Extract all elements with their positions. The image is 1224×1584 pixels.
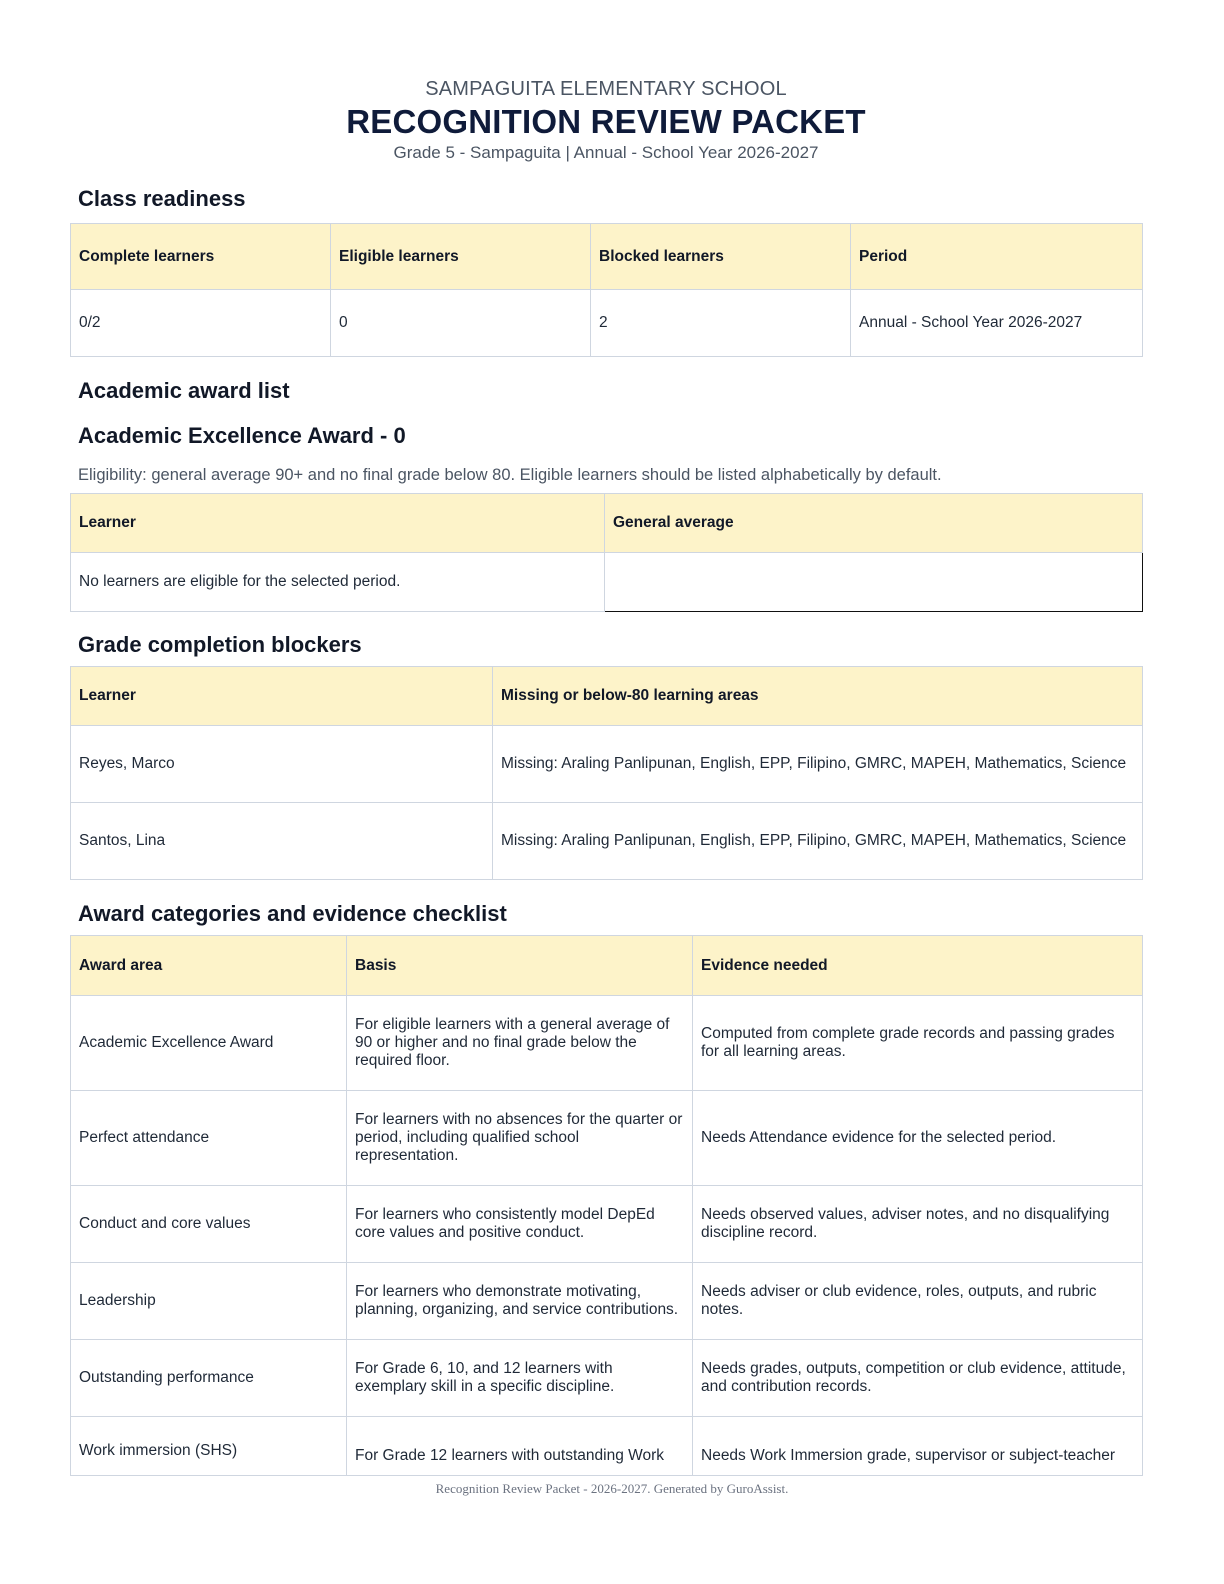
column-header: Complete learners bbox=[71, 224, 331, 290]
evidence-needed: Needs grades, outputs, competition or club evidence, attitude, and contribution records. bbox=[693, 1340, 1143, 1417]
evidence-needed: Needs adviser or club evidence, roles, outputs, and rubric notes. bbox=[693, 1263, 1143, 1340]
award-basis: For learners with no absences for the quarter or period, including qualified school representation. bbox=[347, 1091, 693, 1186]
eligible-learners-value: 0 bbox=[331, 290, 591, 357]
document-header bbox=[70, 0, 1142, 163]
evidence-needed: Needs Attendance evidence for the selected period. bbox=[693, 1091, 1143, 1186]
table-row bbox=[71, 553, 1143, 612]
award-categories-heading: Award categories and evidence checklist bbox=[78, 901, 507, 926]
general-average-empty-cell bbox=[605, 553, 1143, 612]
evidence-needed: Computed from complete grade records and passing grades for all learning areas. bbox=[693, 996, 1143, 1091]
class-readiness-table bbox=[70, 223, 1143, 357]
table-row bbox=[71, 1417, 1143, 1476]
packet-title: RECOGNITION REVIEW PACKET bbox=[346, 103, 866, 140]
award-basis: For learners who consistently model DepEd core values and positive conduct. bbox=[347, 1186, 693, 1263]
missing-areas: Missing: Araling Panlipunan, English, EPP, Filipino, GMRC, MAPEH, Mathematics, Science bbox=[493, 726, 1143, 803]
school-name: SAMPAGUITA ELEMENTARY SCHOOL bbox=[425, 78, 787, 100]
award-area: Work immersion (SHS) bbox=[71, 1417, 347, 1476]
table-header-row bbox=[71, 667, 1143, 726]
award-basis: For eligible learners with a general average of 90 or higher and no final grade below the required floor. bbox=[347, 996, 693, 1091]
table-header-row bbox=[71, 494, 1143, 553]
column-header: Learner bbox=[71, 494, 605, 553]
award-basis: For Grade 6, 10, and 12 learners with exemplary skill in a specific discipline. bbox=[347, 1340, 693, 1417]
award-area: Leadership bbox=[71, 1263, 347, 1340]
grade-blockers-heading: Grade completion blockers bbox=[78, 632, 362, 657]
column-header: Evidence needed bbox=[693, 936, 1143, 996]
learner-name: Reyes, Marco bbox=[71, 726, 493, 803]
page-footer: Recognition Review Packet - 2026-2027. Generated by GuroAssist. bbox=[435, 1481, 789, 1496]
table-row bbox=[71, 996, 1143, 1091]
eligibility-note: Eligibility: general average 90+ and no final grade below 80. Eligible learners should be listed alphabetically by default. bbox=[78, 466, 942, 484]
column-header: Period bbox=[851, 224, 1143, 290]
table-row bbox=[71, 1091, 1143, 1186]
complete-learners-value: 0/2 bbox=[71, 290, 331, 357]
academic-award-table bbox=[70, 493, 1143, 612]
award-area: Academic Excellence Award bbox=[71, 996, 347, 1091]
packet-subtitle: Grade 5 - Sampaguita | Annual - School Year 2026-2027 bbox=[393, 143, 819, 162]
award-area: Outstanding performance bbox=[71, 1340, 347, 1417]
evidence-needed: Needs observed values, adviser notes, and no disqualifying discipline record. bbox=[693, 1186, 1143, 1263]
table-row bbox=[71, 290, 1143, 357]
evidence-needed: Needs Work Immersion grade, supervisor or subject-teacher bbox=[693, 1417, 1143, 1476]
period-value: Annual - School Year 2026-2027 bbox=[851, 290, 1143, 357]
table-header-row bbox=[71, 936, 1143, 996]
learner-name: Santos, Lina bbox=[71, 803, 493, 880]
table-row bbox=[71, 1186, 1143, 1263]
grade-blockers-table bbox=[70, 666, 1143, 880]
column-header: Eligible learners bbox=[331, 224, 591, 290]
award-area: Perfect attendance bbox=[71, 1091, 347, 1186]
column-header: Basis bbox=[347, 936, 693, 996]
column-header: Missing or below-80 learning areas bbox=[493, 667, 1143, 726]
blocked-learners-value: 2 bbox=[591, 290, 851, 357]
table-row bbox=[71, 726, 1143, 803]
award-basis: For Grade 12 learners with outstanding Work bbox=[347, 1417, 693, 1476]
table-header-row bbox=[71, 224, 1143, 290]
table-row bbox=[71, 1340, 1143, 1417]
no-eligible-message: No learners are eligible for the selected period. bbox=[71, 553, 605, 612]
column-header: Blocked learners bbox=[591, 224, 851, 290]
class-readiness-heading: Class readiness bbox=[78, 186, 246, 211]
column-header: Award area bbox=[71, 936, 347, 996]
document-page bbox=[70, 0, 1142, 1476]
award-area: Conduct and core values bbox=[71, 1186, 347, 1263]
award-categories-table bbox=[70, 935, 1143, 1476]
academic-excellence-heading: Academic Excellence Award - 0 bbox=[78, 423, 406, 448]
table-row bbox=[71, 803, 1143, 880]
column-header: Learner bbox=[71, 667, 493, 726]
award-basis: For learners who demonstrate motivating, planning, organizing, and service contributions. bbox=[347, 1263, 693, 1340]
academic-award-list-heading: Academic award list bbox=[78, 378, 290, 403]
column-header: General average bbox=[605, 494, 1143, 553]
table-row bbox=[71, 1263, 1143, 1340]
missing-areas: Missing: Araling Panlipunan, English, EPP, Filipino, GMRC, MAPEH, Mathematics, Science bbox=[493, 803, 1143, 880]
